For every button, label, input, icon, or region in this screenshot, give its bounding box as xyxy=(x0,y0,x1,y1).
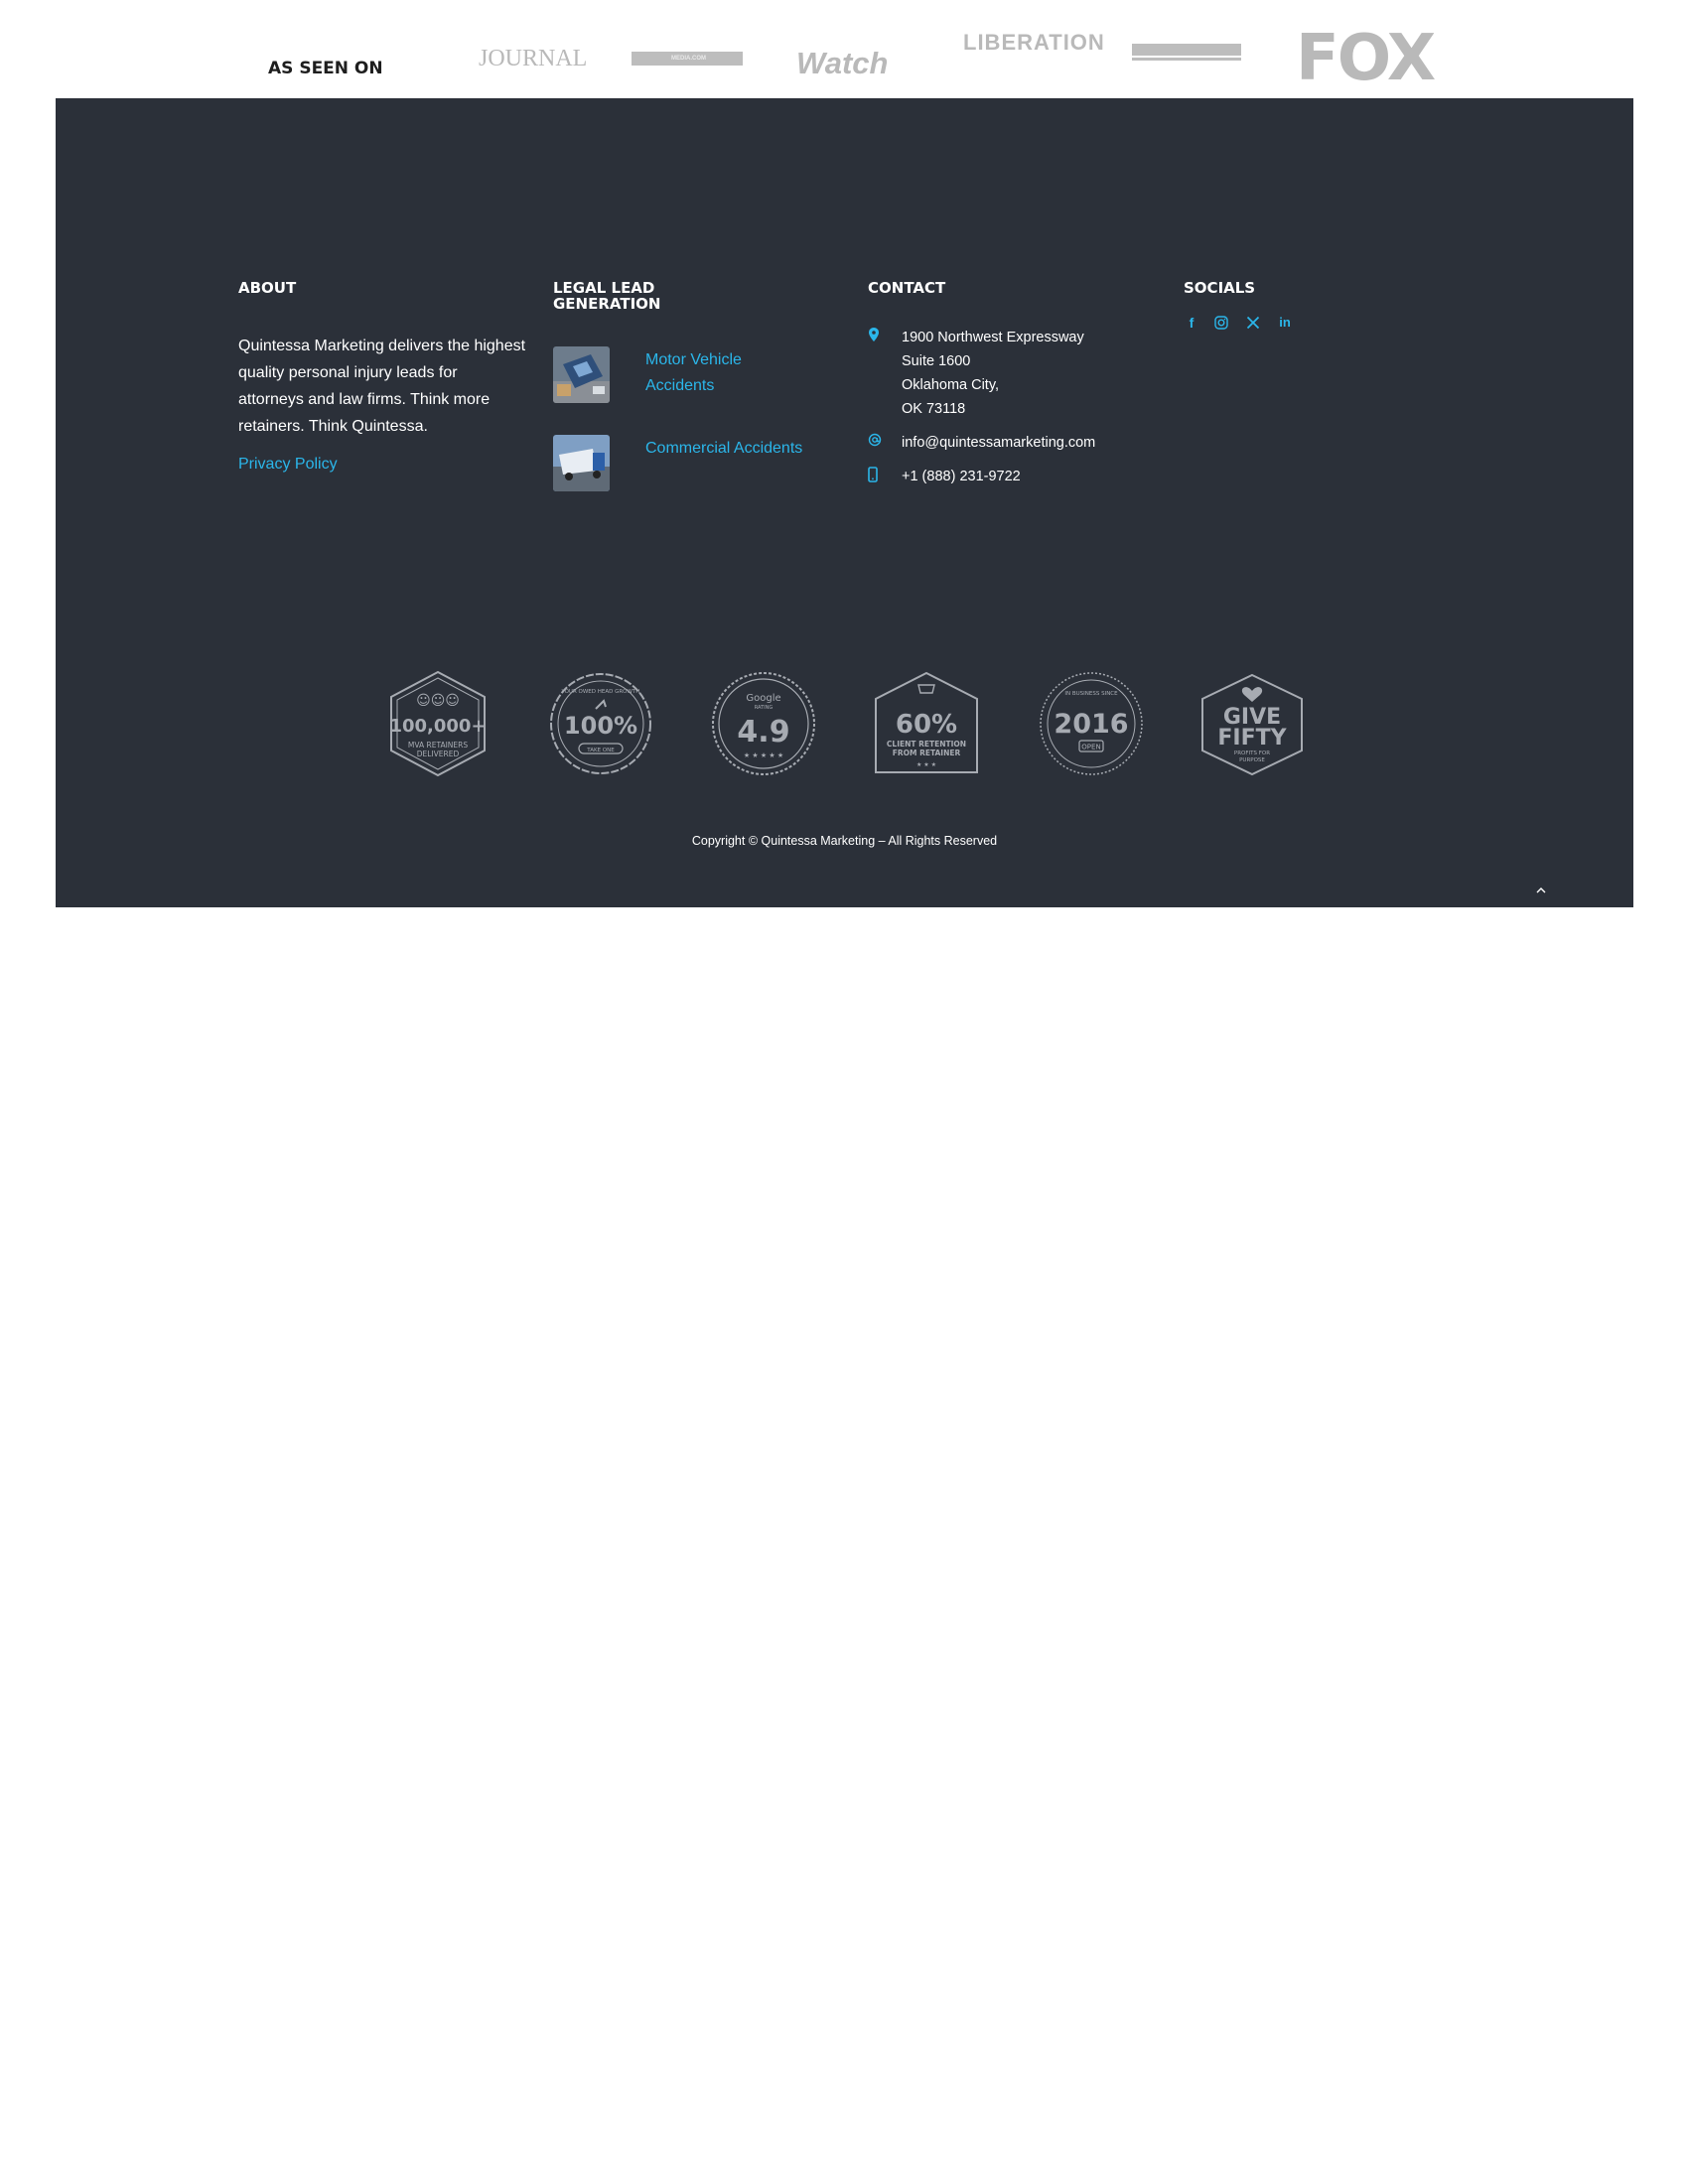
linkedin-icon[interactable]: in xyxy=(1279,315,1291,330)
contact-address xyxy=(868,326,1146,421)
growth-badge-top: YOUR OWED HEAD GROWTH xyxy=(561,689,640,695)
legal-lead-title-line1: LEGAL LEAD xyxy=(553,279,655,297)
journal-logo: JOURNAL xyxy=(479,46,588,71)
give-fifty-badge-label2: PURPOSE xyxy=(1239,757,1265,763)
mobile-phone-icon xyxy=(868,467,882,482)
back-to-top-button[interactable] xyxy=(1531,883,1551,898)
privacy-policy-link[interactable]: Privacy Policy xyxy=(238,456,338,473)
give-fifty-badge xyxy=(1197,669,1307,778)
contact-title: CONTACT xyxy=(868,279,946,297)
growth-badge-label: TAKE ONE xyxy=(587,748,615,753)
address-line-2: Suite 1600 xyxy=(902,353,971,369)
client-retention-badge-label2: FROM RETAINER xyxy=(892,749,961,757)
in-business-since-badge-open: OPEN xyxy=(1081,743,1101,751)
svg-text:★ ★ ★: ★ ★ ★ xyxy=(916,761,936,768)
growth-badge xyxy=(546,669,655,778)
truck-accident-thumbnail[interactable] xyxy=(553,435,610,491)
google-rating-badge xyxy=(709,669,818,778)
svg-text:★ ★ ★ ★ ★: ★ ★ ★ ★ ★ xyxy=(743,751,784,759)
as-seen-on-bar xyxy=(0,0,1688,98)
copyright-text: Copyright © Quintessa Marketing – All Rights Reserved xyxy=(691,834,998,848)
client-retention-badge-label1: CLIENT RETENTION xyxy=(886,740,967,749)
at-sign-icon xyxy=(868,433,882,449)
address-text xyxy=(902,326,1084,421)
contact-phone[interactable] xyxy=(868,465,1146,488)
lead-item-motor-vehicle[interactable] xyxy=(553,346,851,404)
instagram-icon[interactable] xyxy=(1213,314,1229,332)
address-line-3: Oklahoma City, xyxy=(902,377,1000,393)
watch-logo: Watch xyxy=(796,46,889,80)
address-line-4: OK 73118 xyxy=(902,401,966,417)
retainers-badge-value: 100,000+ xyxy=(389,716,487,737)
socials-title: SOCIALS xyxy=(1184,279,1256,297)
in-business-since-badge-value: 2016 xyxy=(1054,709,1129,740)
lead-item-commercial[interactable] xyxy=(553,435,851,492)
chevron-up-icon xyxy=(1531,883,1551,898)
in-business-since-badge xyxy=(1037,669,1146,778)
client-retention-badge-value: 60% xyxy=(895,710,958,740)
about-title: ABOUT xyxy=(238,279,297,297)
retainers-badge-label2: DELIVERED xyxy=(416,750,460,758)
motor-vehicle-link-line1[interactable]: Motor Vehicle xyxy=(645,351,742,368)
car-crash-thumbnail[interactable] xyxy=(553,346,610,403)
facebook-icon[interactable]: f xyxy=(1189,315,1195,331)
commercial-accidents-link[interactable]: Commercial Accidents xyxy=(645,440,803,457)
in-business-since-badge-top: IN BUSINESS SINCE xyxy=(1064,691,1118,697)
site-footer xyxy=(56,98,1633,907)
growth-badge-value: 100% xyxy=(563,712,638,740)
liberation-logo: LIBERATION xyxy=(963,30,1105,55)
address-line-1: 1900 Northwest Expressway xyxy=(902,330,1084,345)
retainers-badge-label1: MVA RETAINERS xyxy=(407,741,469,750)
contact-email[interactable] xyxy=(868,431,1146,455)
x-twitter-icon[interactable] xyxy=(1245,314,1261,332)
google-rating-badge-brand: Google xyxy=(746,693,781,704)
trust-badges xyxy=(56,669,1633,778)
motor-vehicle-link-line2[interactable]: Accidents xyxy=(645,377,715,394)
give-fifty-badge-line2: FIFTY xyxy=(1217,726,1287,751)
email-link[interactable]: info@quintessamarketing.com xyxy=(902,435,1096,451)
give-fifty-badge-label1: PROFITS FOR xyxy=(1233,751,1271,756)
phone-link[interactable]: +1 (888) 231-9722 xyxy=(902,469,1021,484)
google-rating-badge-sub: RATING xyxy=(754,705,774,711)
map-pin-icon xyxy=(868,328,882,343)
legal-lead-title xyxy=(553,280,660,312)
give-fifty-badge-line1: GIVE xyxy=(1222,705,1282,730)
retainers-badge xyxy=(383,669,492,778)
press-logo-bar: MEDIA.COM xyxy=(632,52,743,66)
google-rating-badge-value: 4.9 xyxy=(737,715,790,750)
about-text: Quintessa Marketing delivers the highest quality personal injury leads for attorneys and law firms. Think more retainers. Think Quintessa. xyxy=(238,338,526,435)
legal-lead-title-line2: GENERATION xyxy=(553,295,661,313)
as-seen-on-title: AS SEEN ON xyxy=(268,59,383,78)
press-logo-slash xyxy=(1132,44,1241,62)
retainers-badge-faces: ☺☺☺ xyxy=(416,693,460,709)
fox-logo: FOX xyxy=(1296,22,1435,95)
client-retention-badge xyxy=(872,669,981,778)
